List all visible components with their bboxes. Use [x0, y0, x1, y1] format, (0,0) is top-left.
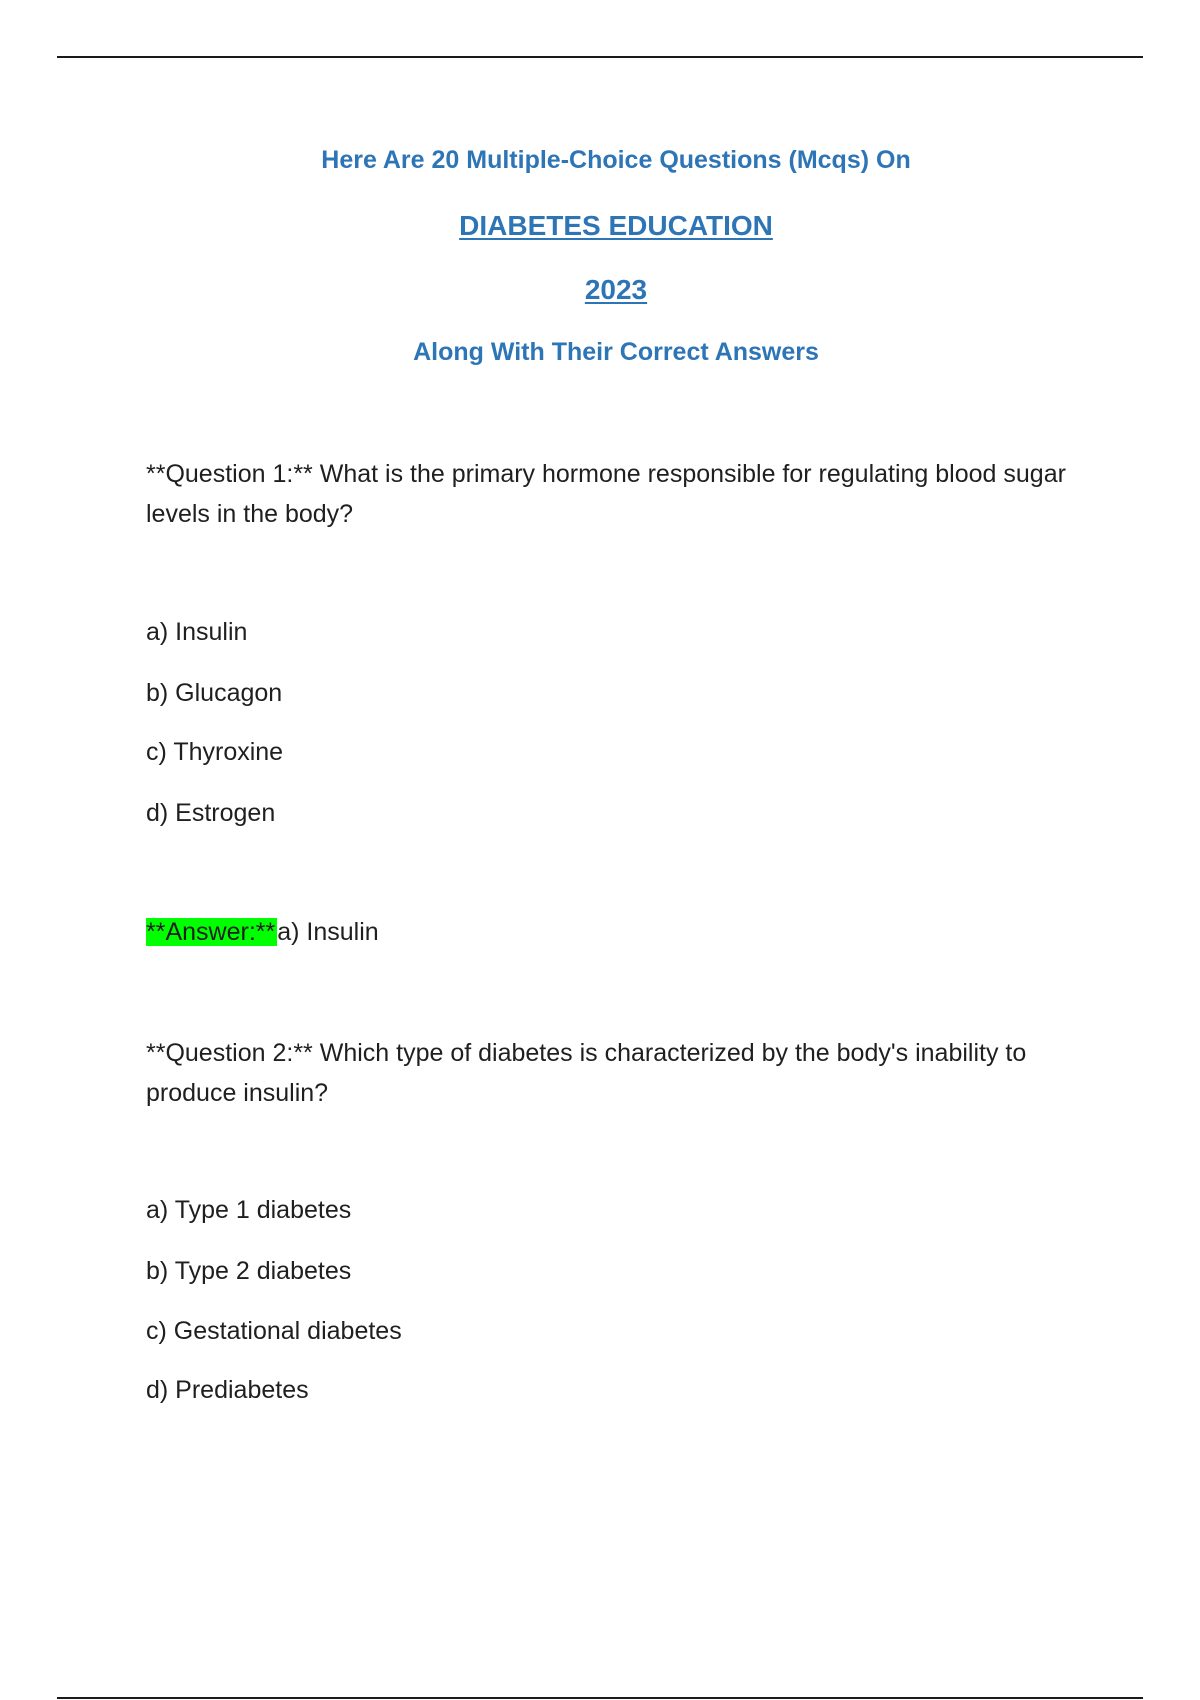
question-2-option-c: c) Gestational diabetes: [146, 1317, 402, 1345]
question-2-option-b: b) Type 2 diabetes: [146, 1257, 352, 1285]
top-rule: [57, 56, 1143, 58]
document-year: 2023: [584, 274, 648, 305]
subtitle-heading: Along With Their Correct Answers: [413, 338, 819, 366]
question-1-answer: [146, 915, 379, 949]
document-title: DIABETES EDUCATION: [459, 210, 773, 241]
answer-label-highlight: **Answer:**: [146, 918, 276, 946]
question-1-option-d: d) Estrogen: [146, 799, 276, 827]
bottom-rule: [57, 1697, 1143, 1699]
question-2-text: **Question 2:** Which type of diabetes is characterized by the body's inability to produce insulin?: [146, 1039, 1027, 1107]
question-1-text: **Question 1:** What is the primary hormone responsible for regulating blood sugar levels in the body?: [146, 460, 1066, 528]
question-1-option-a: a) Insulin: [146, 618, 248, 646]
question-2-option-a: a) Type 1 diabetes: [146, 1196, 352, 1224]
question-2-option-d: d) Prediabetes: [146, 1376, 309, 1404]
answer-value: a) Insulin: [277, 918, 379, 946]
question-1-option-c: c) Thyroxine: [146, 738, 284, 766]
intro-heading: Here Are 20 Multiple-Choice Questions (Mcqs) On: [321, 146, 911, 174]
question-1-option-b: b) Glucagon: [146, 679, 283, 707]
